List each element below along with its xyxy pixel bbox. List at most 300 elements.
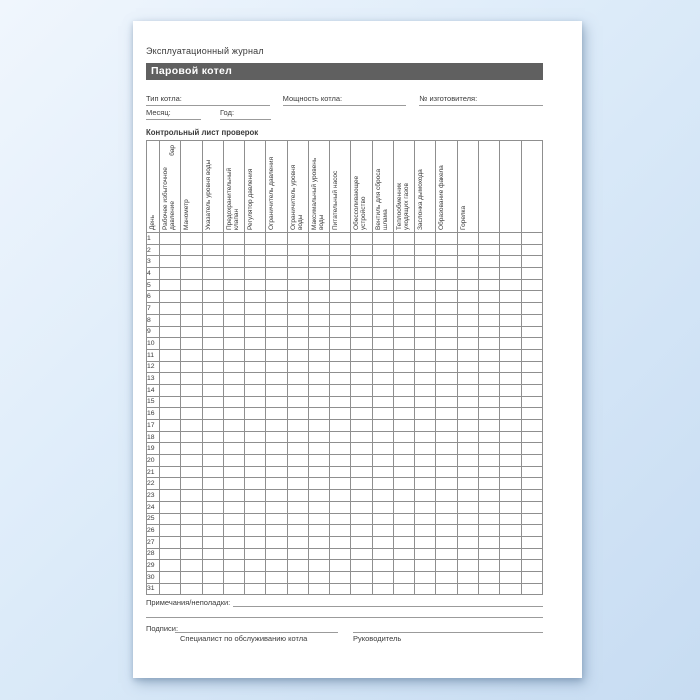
check-cell (245, 525, 266, 537)
rotated-header-text: Ограничитель давления (268, 156, 276, 230)
check-cell (457, 536, 478, 548)
check-cell (287, 455, 308, 467)
check-cell (330, 571, 351, 583)
check-cell (308, 349, 329, 361)
check-cell (393, 443, 414, 455)
signature-specialist-caption: Специалист по обслуживанию котла (180, 634, 308, 643)
day-row (147, 466, 543, 478)
day-row (147, 349, 543, 361)
check-column-header (372, 141, 393, 233)
check-cell (202, 536, 223, 548)
check-cell (351, 420, 372, 432)
check-cell (160, 560, 181, 572)
check-cell (181, 256, 202, 268)
check-cell (372, 338, 393, 350)
check-cell (181, 338, 202, 350)
check-cell (436, 571, 457, 583)
check-cell (223, 349, 244, 361)
check-cell (521, 490, 542, 502)
check-cell (330, 268, 351, 280)
check-cell (160, 443, 181, 455)
check-cell (372, 303, 393, 315)
check-cell (330, 455, 351, 467)
check-cell (160, 384, 181, 396)
check-cell (415, 338, 436, 350)
day-row (147, 560, 543, 572)
rotated-header-text: Указатель уровня воды (204, 159, 212, 230)
check-cell (308, 420, 329, 432)
check-cell (372, 571, 393, 583)
check-cell (457, 501, 478, 513)
check-cell (500, 536, 521, 548)
check-cell (478, 420, 499, 432)
check-cell (202, 303, 223, 315)
check-cell (330, 373, 351, 385)
boiler-banner (146, 63, 543, 80)
check-cell (160, 314, 181, 326)
check-cell (223, 525, 244, 537)
check-cell (330, 338, 351, 350)
check-cell (457, 408, 478, 420)
check-cell (372, 314, 393, 326)
check-cell (287, 244, 308, 256)
check-cell (181, 420, 202, 432)
check-cell (245, 501, 266, 513)
check-cell (223, 291, 244, 303)
check-cell (223, 361, 244, 373)
check-cell (223, 431, 244, 443)
check-cell (160, 256, 181, 268)
check-cell (415, 525, 436, 537)
check-cell (287, 314, 308, 326)
check-cell (308, 513, 329, 525)
check-cell (415, 314, 436, 326)
check-cell (308, 373, 329, 385)
check-cell (478, 490, 499, 502)
year-field (220, 108, 271, 120)
check-cell (266, 466, 287, 478)
check-cell (478, 279, 499, 291)
check-cell (500, 420, 521, 432)
check-cell (308, 233, 329, 245)
check-cell (351, 326, 372, 338)
check-cell (521, 338, 542, 350)
check-cell (223, 408, 244, 420)
check-cell (245, 349, 266, 361)
check-cell (478, 455, 499, 467)
check-cell (521, 373, 542, 385)
check-cell (160, 548, 181, 560)
check-cell (330, 525, 351, 537)
check-cell (415, 443, 436, 455)
check-cell (521, 420, 542, 432)
check-cell (351, 455, 372, 467)
check-cell (160, 268, 181, 280)
day-number: 14 (147, 384, 160, 396)
day-row (147, 268, 543, 280)
check-cell (415, 349, 436, 361)
check-cell (415, 233, 436, 245)
check-cell (393, 279, 414, 291)
check-cell (245, 513, 266, 525)
check-cell (457, 443, 478, 455)
check-cell (223, 338, 244, 350)
check-cell (478, 536, 499, 548)
check-cell (223, 256, 244, 268)
check-cell (308, 396, 329, 408)
check-cell (372, 490, 393, 502)
check-cell (457, 303, 478, 315)
check-cell (245, 326, 266, 338)
check-cell (245, 536, 266, 548)
day-row (147, 583, 543, 595)
check-cell (181, 513, 202, 525)
check-cell (330, 536, 351, 548)
day-number: 22 (147, 478, 160, 490)
check-cell (181, 583, 202, 595)
check-cell (223, 303, 244, 315)
signature-specialist-line (175, 621, 338, 633)
check-cell (351, 501, 372, 513)
check-cell (287, 513, 308, 525)
check-cell (436, 455, 457, 467)
check-cell (351, 548, 372, 560)
check-cell (223, 513, 244, 525)
day-column-header (147, 141, 160, 233)
check-cell (351, 244, 372, 256)
check-cell (457, 314, 478, 326)
check-cell (223, 478, 244, 490)
check-cell (287, 548, 308, 560)
check-cell (266, 256, 287, 268)
check-cell (202, 233, 223, 245)
check-cell (351, 396, 372, 408)
check-cell (287, 443, 308, 455)
check-cell (478, 466, 499, 478)
check-cell (372, 466, 393, 478)
check-cell (181, 478, 202, 490)
check-cell (202, 431, 223, 443)
check-cell (415, 303, 436, 315)
check-cell (457, 279, 478, 291)
day-number: 8 (147, 314, 160, 326)
check-cell (330, 443, 351, 455)
check-cell (500, 303, 521, 315)
notes-blank-line (233, 598, 543, 607)
check-column-header (287, 141, 308, 233)
check-cell (457, 490, 478, 502)
check-cell (202, 583, 223, 595)
check-cell (415, 361, 436, 373)
check-cell (393, 373, 414, 385)
check-cell (330, 396, 351, 408)
check-cell (330, 560, 351, 572)
check-cell (372, 291, 393, 303)
day-number: 4 (147, 268, 160, 280)
day-number: 1 (147, 233, 160, 245)
signatures-label: Подписи: (146, 624, 179, 633)
check-cell (181, 571, 202, 583)
check-cell (202, 256, 223, 268)
check-cell (160, 571, 181, 583)
check-cell (436, 326, 457, 338)
check-cell (245, 478, 266, 490)
check-cell (500, 244, 521, 256)
check-cell (266, 233, 287, 245)
check-cell (500, 548, 521, 560)
check-cell (308, 548, 329, 560)
check-cell (266, 420, 287, 432)
check-cell (266, 349, 287, 361)
check-cell (245, 303, 266, 315)
check-cell (372, 373, 393, 385)
check-cell (415, 291, 436, 303)
check-cell (160, 396, 181, 408)
check-cell (372, 326, 393, 338)
check-cell (181, 396, 202, 408)
check-cell (223, 501, 244, 513)
check-cell (457, 420, 478, 432)
check-cell (266, 548, 287, 560)
check-cell (308, 244, 329, 256)
check-cell (521, 513, 542, 525)
unit-label: бар (169, 145, 177, 156)
day-number: 26 (147, 525, 160, 537)
rotated-header-text: Горелка (459, 205, 467, 230)
check-cell (266, 513, 287, 525)
day-number: 11 (147, 349, 160, 361)
check-cell (245, 420, 266, 432)
check-cell (415, 244, 436, 256)
check-cell (457, 560, 478, 572)
check-cell (393, 571, 414, 583)
check-cell (181, 455, 202, 467)
check-cell (415, 466, 436, 478)
day-number: 25 (147, 513, 160, 525)
check-column-header (266, 141, 287, 233)
check-column-header (415, 141, 436, 233)
rotated-header-text: Обессоливающее устройство (353, 175, 368, 230)
check-cell (478, 408, 499, 420)
check-cell (415, 583, 436, 595)
check-cell (287, 478, 308, 490)
check-cell (181, 548, 202, 560)
check-cell (372, 408, 393, 420)
check-cell (478, 349, 499, 361)
check-cell (415, 431, 436, 443)
check-cell (372, 536, 393, 548)
check-cell (351, 408, 372, 420)
check-cell (266, 501, 287, 513)
check-cell (330, 408, 351, 420)
check-cell (266, 279, 287, 291)
check-cell (330, 303, 351, 315)
check-cell (436, 548, 457, 560)
check-cell (372, 396, 393, 408)
check-column-header (160, 141, 181, 233)
day-row (147, 396, 543, 408)
check-cell (521, 233, 542, 245)
day-row (147, 291, 543, 303)
check-cell (436, 303, 457, 315)
check-cell (287, 420, 308, 432)
rotated-header-text: Питательный насос (332, 170, 340, 230)
check-cell (245, 338, 266, 350)
check-cell (160, 466, 181, 478)
day-row (147, 314, 543, 326)
check-cell (351, 373, 372, 385)
rotated-header-text: Регулятор давления (247, 168, 255, 230)
check-cell (245, 490, 266, 502)
check-cell (308, 361, 329, 373)
check-cell (500, 408, 521, 420)
check-cell (202, 478, 223, 490)
check-cell (478, 560, 499, 572)
day-row (147, 303, 543, 315)
check-cell (415, 490, 436, 502)
check-cell (436, 490, 457, 502)
check-cell (393, 268, 414, 280)
check-cell (287, 536, 308, 548)
day-row (147, 420, 543, 432)
check-cell (436, 349, 457, 361)
check-cell (372, 455, 393, 467)
check-cell (372, 279, 393, 291)
checklist-table (146, 140, 543, 595)
check-cell (393, 560, 414, 572)
check-cell (351, 513, 372, 525)
check-cell (393, 420, 414, 432)
check-cell (181, 501, 202, 513)
check-cell (500, 268, 521, 280)
check-cell (500, 443, 521, 455)
check-cell (330, 256, 351, 268)
check-cell (500, 560, 521, 572)
check-cell (521, 268, 542, 280)
check-cell (521, 560, 542, 572)
check-cell (308, 536, 329, 548)
check-cell (436, 373, 457, 385)
check-column-header (202, 141, 223, 233)
check-cell (330, 431, 351, 443)
day-number: 20 (147, 455, 160, 467)
check-cell (478, 443, 499, 455)
check-cell (330, 583, 351, 595)
check-cell (393, 361, 414, 373)
check-cell (181, 443, 202, 455)
check-cell (160, 291, 181, 303)
check-cell (393, 326, 414, 338)
check-cell (436, 384, 457, 396)
day-row (147, 373, 543, 385)
check-cell (500, 396, 521, 408)
check-cell (181, 233, 202, 245)
check-cell (457, 361, 478, 373)
check-cell (436, 431, 457, 443)
check-cell (521, 525, 542, 537)
check-cell (351, 268, 372, 280)
check-cell (415, 501, 436, 513)
check-cell (351, 536, 372, 548)
check-cell (500, 466, 521, 478)
rotated-header-text: Манометр (183, 199, 191, 230)
check-cell (287, 349, 308, 361)
check-cell (202, 396, 223, 408)
check-cell (223, 536, 244, 548)
check-cell (160, 279, 181, 291)
check-cell (160, 373, 181, 385)
check-cell (457, 431, 478, 443)
check-cell (287, 560, 308, 572)
check-cell (415, 536, 436, 548)
check-cell (351, 233, 372, 245)
check-cell (245, 361, 266, 373)
check-cell (478, 291, 499, 303)
check-cell (415, 560, 436, 572)
check-cell (160, 525, 181, 537)
check-cell (266, 326, 287, 338)
check-cell (521, 443, 542, 455)
check-cell (393, 291, 414, 303)
day-row (147, 361, 543, 373)
check-cell (181, 361, 202, 373)
check-cell (500, 525, 521, 537)
check-cell (393, 431, 414, 443)
check-cell (266, 525, 287, 537)
check-cell (436, 291, 457, 303)
check-cell (202, 466, 223, 478)
month-field (146, 108, 201, 120)
check-cell (287, 303, 308, 315)
check-cell (436, 513, 457, 525)
check-cell (351, 466, 372, 478)
check-cell (436, 466, 457, 478)
check-cell (308, 490, 329, 502)
check-cell (436, 408, 457, 420)
check-column-header (245, 141, 266, 233)
check-cell (245, 291, 266, 303)
check-cell (245, 233, 266, 245)
check-cell (160, 303, 181, 315)
check-cell (500, 384, 521, 396)
check-cell (287, 361, 308, 373)
check-cell (308, 291, 329, 303)
check-cell (500, 338, 521, 350)
check-cell (415, 396, 436, 408)
check-cell (372, 583, 393, 595)
check-cell (308, 466, 329, 478)
check-cell (160, 455, 181, 467)
check-cell (287, 326, 308, 338)
check-cell (500, 349, 521, 361)
check-cell (245, 373, 266, 385)
check-cell (521, 455, 542, 467)
check-cell (457, 548, 478, 560)
empty-column-header (521, 141, 542, 233)
check-cell (202, 338, 223, 350)
check-cell (415, 279, 436, 291)
check-cell (393, 536, 414, 548)
day-row (147, 384, 543, 396)
boiler-power-label: Мощность котла: (282, 94, 343, 103)
check-cell (287, 571, 308, 583)
rotated-header-text: Максимальный уровень воды (310, 157, 326, 230)
check-cell (521, 478, 542, 490)
check-cell (457, 396, 478, 408)
check-cell (436, 560, 457, 572)
check-cell (393, 583, 414, 595)
check-cell (478, 314, 499, 326)
